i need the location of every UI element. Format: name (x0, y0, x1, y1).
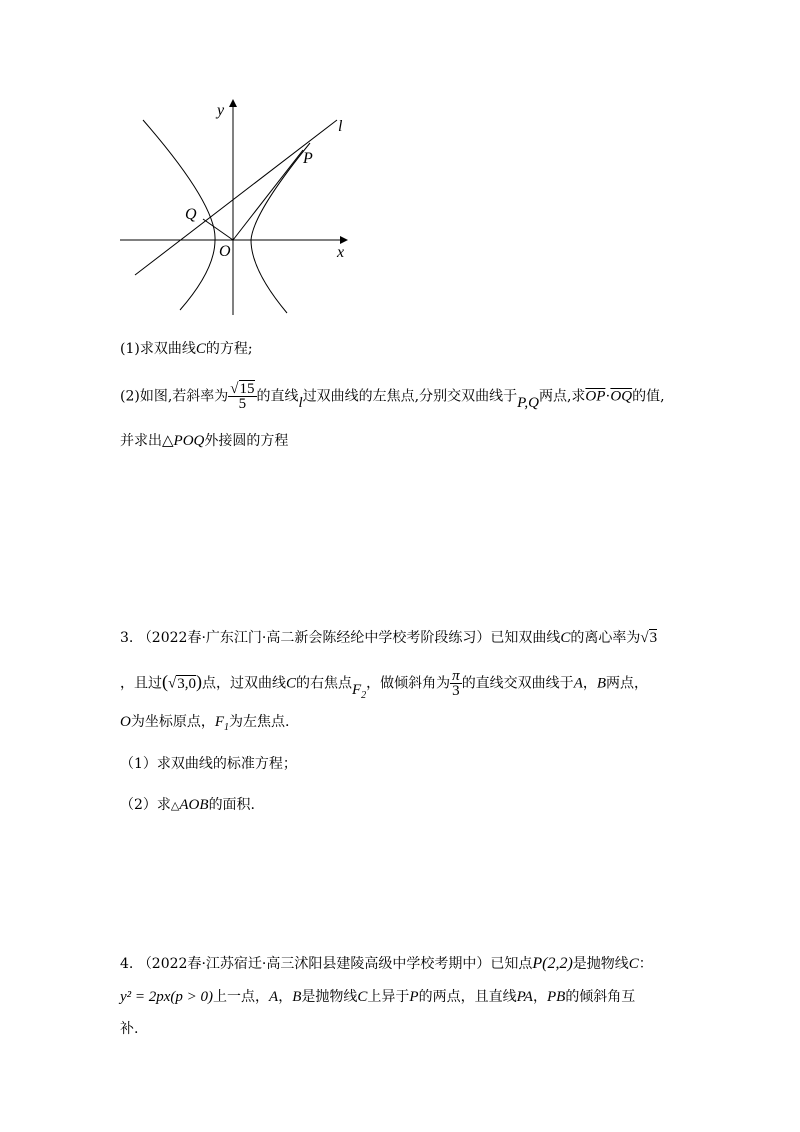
problem3-number: 3. (120, 630, 134, 646)
hyperbola-figure (115, 95, 375, 320)
problem4-number: 4. (120, 956, 134, 972)
label-p: P (303, 150, 313, 167)
line-l (135, 120, 337, 275)
problem3-part2: （2）求△AOB的面积. (120, 797, 256, 813)
y-axis-arrow (229, 99, 237, 107)
hyperbola-left-branch (143, 120, 215, 310)
label-o: O (219, 243, 231, 260)
problem3-line3: O为坐标原点，$F_1$为左焦点. (120, 714, 290, 733)
fraction-pi-over-3: $\frac{\pi}{3}$ (452, 668, 460, 699)
label-q: Q (185, 206, 197, 223)
label-x: x (337, 244, 345, 261)
problem2-part2-line2: 并求出△POQ外接圆的方程 (120, 433, 289, 449)
problem2-part1: (1)求双曲线C的方程; (120, 341, 253, 357)
segment-oq (203, 219, 233, 240)
problem4-line3: 补. (120, 1021, 139, 1037)
problem4-line1: 4. （2022春·江苏宿迁·高三沭阳县建陵高级中学校考期中）已知点P(2,2)是抛物线C： (120, 955, 653, 972)
problem2-part2-line1: (2)如图,若斜率为 $\frac{√15}{5}$ 的直线l过双曲线的左焦点,分别交双曲线于P,Q两点,求$\overline{OP}\cdot\overline{OQ}$的值, (120, 381, 665, 412)
problem3-part1: （1）求双曲线的标准方程； (120, 756, 297, 772)
hyperbola-right-branch (251, 143, 310, 313)
problem4-line2: y² = 2px(p > 0)上一点，A，B是抛物线C上异于P的两点，且直线PA，PB的倾斜角互 (120, 989, 636, 1005)
problem3-line1: 3. （2022春·广东江门·高二新会陈经纶中学校考阶段练习）已知双曲线C的离心率为√3 (120, 630, 658, 646)
label-l: l (338, 118, 343, 135)
label-y: y (217, 102, 225, 119)
x-axis-arrow (340, 236, 348, 244)
segment-op (233, 150, 303, 240)
fraction-sqrt15-over-5: $\frac{√15}{5}$ (230, 381, 255, 412)
problem3-line2: ，且过(√3,0)点，过双曲线C的右焦点$F_2$，做倾斜角为 $\frac{\pi}{3}$ 的直线交双曲线于A，B两点， (120, 668, 649, 701)
